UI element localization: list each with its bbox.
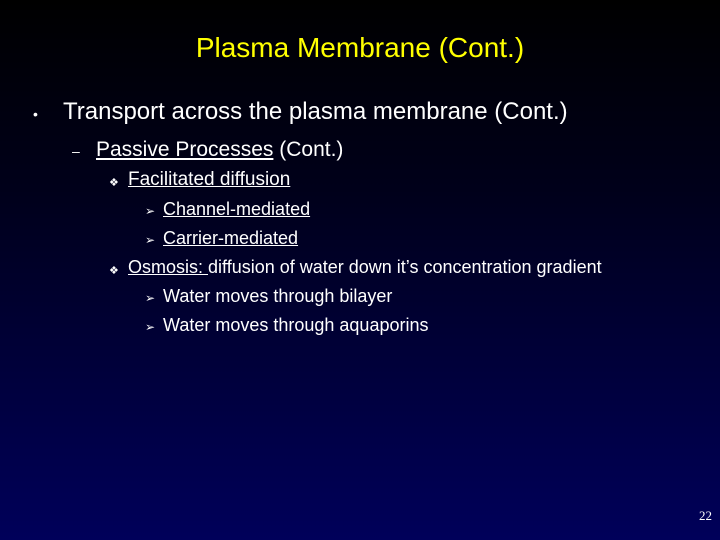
slide-title: Plasma Membrane (Cont.) [195,32,525,63]
passive-processes-link[interactable]: Passive Processes [96,138,274,161]
page-number: 22 [699,508,712,523]
bullet-arrow-icon: ➢ [145,291,156,305]
bullet-diamond-icon: ❖ [109,177,119,189]
bullet-transport: Transport across the plasma membrane (Cont.) [63,98,568,125]
bullet-facilitated-diffusion [128,169,290,191]
bullet-arrow-icon: ➢ [145,320,156,334]
bullet-water-aquaporins: Water moves through aquaporins [163,315,429,335]
bullet-arrow-icon: ➢ [145,204,156,218]
channel-mediated-link[interactable]: Channel-mediated [163,199,311,219]
carrier-mediated-link[interactable]: Carrier-mediated [163,228,299,248]
bullet-carrier-mediated [163,228,298,249]
bullet-diamond-icon: ❖ [109,265,119,277]
bullet-dash-icon: – [72,143,80,159]
bullet-osmosis [128,257,602,278]
bullet-passive-processes [96,138,343,162]
osmosis-link[interactable]: Osmosis: [128,257,209,277]
facilitated-diffusion-link[interactable]: Facilitated diffusion [128,169,291,190]
bullet-water-bilayer: Water moves through bilayer [163,286,393,306]
bullet-arrow-icon: ➢ [145,233,156,247]
bullet-dot-icon: • [33,106,38,122]
bullet-channel-mediated [163,199,310,220]
passive-processes-suffix: (Cont.) [273,138,344,161]
osmosis-definition: diffusion of water down it’s concentration gradient [208,257,602,277]
